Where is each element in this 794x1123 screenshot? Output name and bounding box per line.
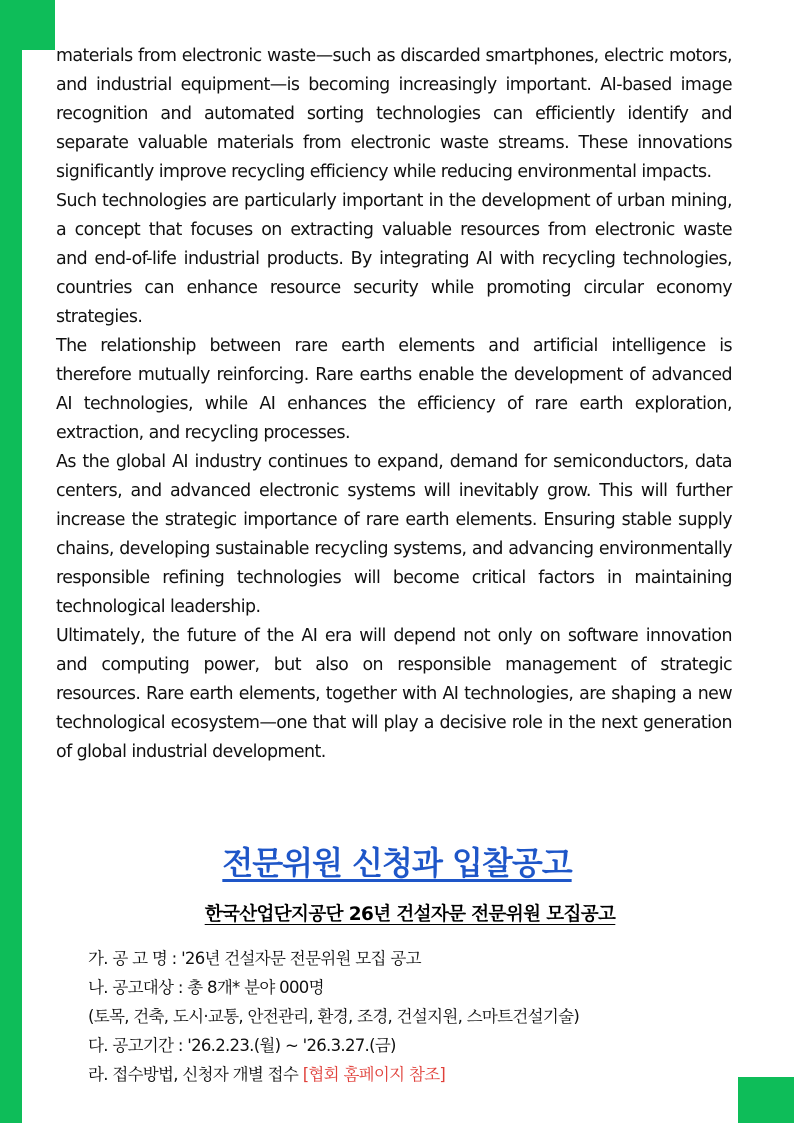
article-paragraph: The relationship between rare earth elements and artificial intelligence is therefore mutually reinforcing. Rare earths enable the development of advanced AI technologies, while AI enhances the efficiency of rare earth exploration, extraction, and recycling processes.: [56, 336, 732, 443]
notice-item-period: 다. 공고기간 : '26.2.23.(월) ~ '26.3.27.(금): [88, 1036, 396, 1055]
top-accent-block: [22, 0, 55, 50]
article-paragraph: Ultimately, the future of the AI era will depend not only on software innovation and computing power, but also on responsible management of strategic resources. Rare earth elements, together with AI technologies, are shaping a new technological ecosystem—one that will play a decisive role in the next generation of global industrial development.: [56, 626, 732, 762]
article-paragraph: materials from electronic waste—such as discarded smartphones, electric motors, and industrial equipment—is becoming increasingly important. AI-based image recognition and automated sorting technologies can efficiently identify and separate valuable materials from electronic waste streams. These innovations significantly improve recycling efficiency while reducing environmental impacts.: [56, 46, 732, 182]
notice-details: [88, 944, 728, 1089]
notice-section-title: 전문위원 신청과 입찰공고: [222, 844, 572, 882]
notice-item-method: [88, 1060, 728, 1089]
article-body: [56, 42, 732, 767]
article-paragraph: Such technologies are particularly important in the development of urban mining, a concept that focuses on extracting valuable resources from electronic waste and end-of-life industrial products. By integrating AI with recycling technologies, countries can enhance resource security while promoting circular economy strategies.: [56, 191, 732, 327]
notice-item-fields: (토목, 건축, 도시·교통, 안전관리, 환경, 조경, 건설지원, 스마트건설기술): [88, 1007, 580, 1026]
homepage-reference-link[interactable]: [협회 홈페이지 참조]: [302, 1065, 446, 1084]
bottom-accent-block: [738, 1077, 794, 1123]
article-paragraph: As the global AI industry continues to expand, demand for semiconductors, data centers, and advanced electronic systems will inevitably grow. This will further increase the strategic importance of rare earth elements. Ensuring stable supply chains, developing sustainable recycling systems, and advancing environmentally responsible refining technologies will become critical factors in maintaining technological leadership.: [56, 452, 732, 617]
notice-item-method-label: 라. 접수방법, 신청자 개별 접수: [88, 1065, 303, 1084]
left-accent-bar: [0, 0, 22, 1123]
notice-item-target: 나. 공고대상 : 총 8개* 분야 000명: [88, 978, 324, 997]
notice-item-name: 가. 공 고 명 : '26년 건설자문 전문위원 모집 공고: [88, 949, 421, 968]
notice-subtitle: 한국산업단지공단 26년 건설자문 전문위원 모집공고: [204, 904, 616, 925]
